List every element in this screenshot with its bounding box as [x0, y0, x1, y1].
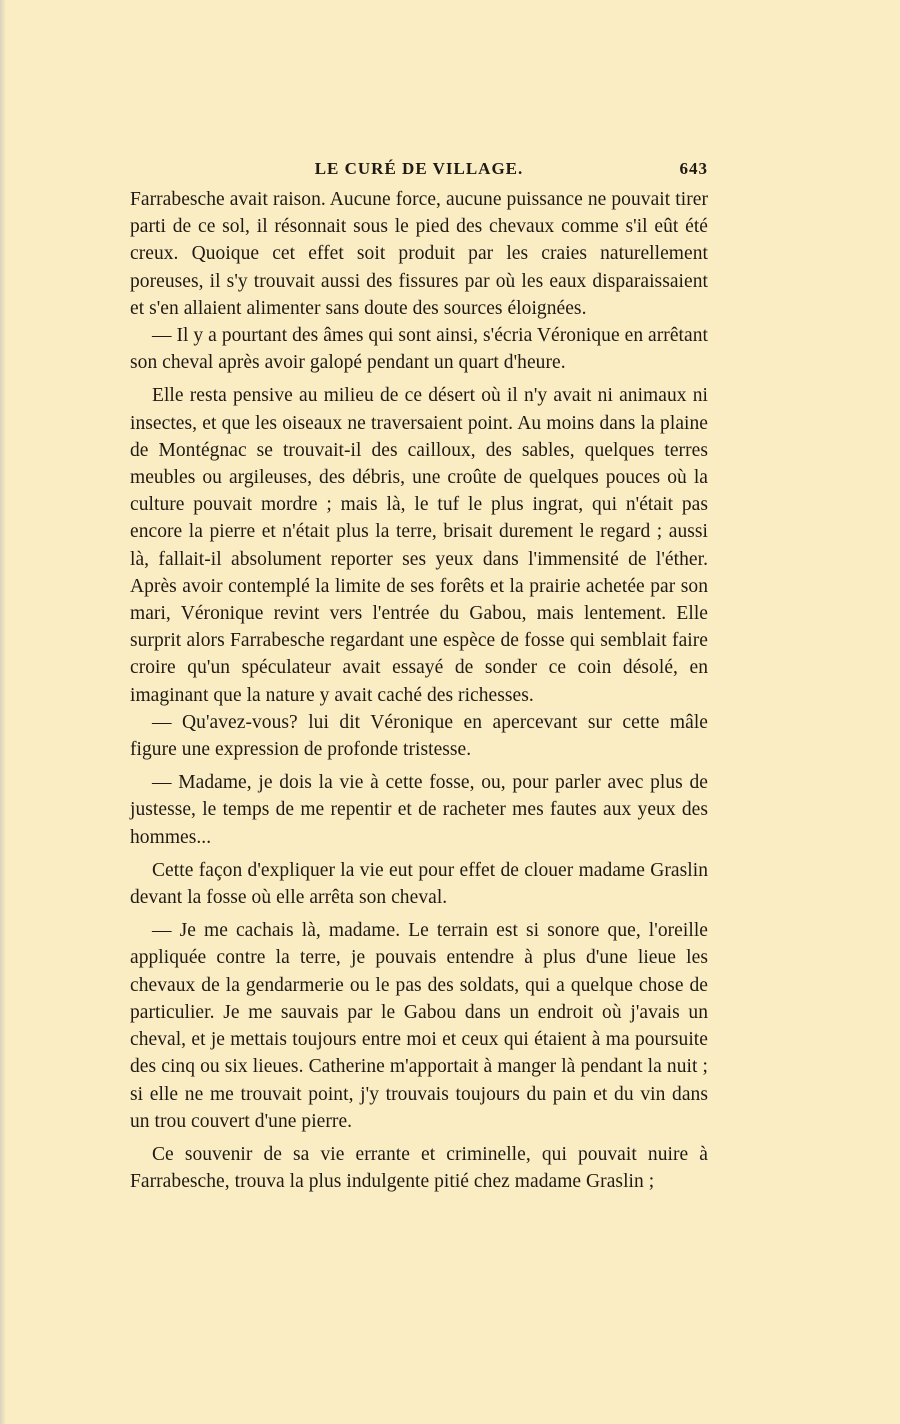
running-title: LE CURÉ DE VILLAGE.	[314, 159, 524, 178]
paragraph-4: — Qu'avez-vous? lui dit Véronique en apercevant sur cette mâle figure une expression de profonde tristesse.	[130, 711, 708, 761]
book-page	[130, 152, 708, 1195]
page-number: 643	[679, 159, 708, 178]
paragraph-8: Ce souvenir de sa vie errante et criminelle, qui pouvait nuire à Farrabesche, trouva la plus indulgente pitié chez madame Graslin ;	[130, 1143, 708, 1193]
paragraph-7: — Je me cachais là, madame. Le terrain est si sonore que, l'oreille appliquée contre la terre, je pouvais entendre à plus d'une lieue les chevaux de la gendarmerie ou le pas des soldats, qui a quelque chose de particulier. Je me sauvais par le Gabou dans un endroit où j'avais un cheval, et je mettais toujours entre moi et ceux qui étaient à ma poursuite des cinq ou six lieues. Catherine m'apportait à manger là pendant la nuit ; si elle ne me trouvait point, j'y trouvais toujours du pain et du vin dans un trou couvert d'une pierre.	[130, 920, 708, 1132]
paragraph-1: Farrabesche avait raison. Aucune force, aucune puissance ne pouvait tirer parti de ce sol, il résonnait sous le pied des chevaux comme s'il eût été creux. Quoique cet effet soit produit par les craies naturellement poreuses, il s'y trouvait aussi des fissures par où les eaux disparaissaient et s'en allaient alimenter sans doute des sources éloignées.	[130, 189, 708, 319]
paragraph-3: Elle resta pensive au milieu de ce désert où il n'y avait ni animaux ni insectes, et que les oiseaux ne traversaient point. Au moins dans la plaine de Montégnac se trouvait-il des cailloux, des sables, quelques terres meubles ou argileuses, des débris, une croûte de quelques pouces où la culture pouvait mordre ; mais là, le tuf le plus ingrat, qui n'était pas encore la pierre et n'était plus la terre, brisait durement le regard ; aussi là, fallait-il absolument reporter ses yeux dans l'immensité de l'éther. Après avoir contemplé la limite de ses forêts et la prairie achetée par son mari, Véronique revint vers l'entrée du Gabou, mais lentement. Elle surprit alors Farrabesche regardant une espèce de fosse qui semblait faire croire qu'un spéculateur avait essayé de sonder ce coin désolé, en imaginant que la nature y avait caché des richesses.	[130, 385, 708, 706]
body-text	[130, 186, 708, 1195]
page-edge	[0, 0, 5, 1424]
running-head	[130, 152, 708, 186]
paragraph-5: — Madame, je dois la vie à cette fosse, ou, pour parler avec plus de justesse, le temps de me repentir et de racheter mes fautes aux yeux des hommes...	[130, 772, 708, 848]
paragraph-2: — Il y a pourtant des âmes qui sont ainsi, s'écria Véronique en arrêtant son cheval après avoir galopé pendant un quart d'heure.	[130, 325, 708, 374]
paragraph-6: Cette façon d'expliquer la vie eut pour effet de clouer madame Graslin devant la fosse où elle arrêta son cheval.	[130, 859, 708, 909]
